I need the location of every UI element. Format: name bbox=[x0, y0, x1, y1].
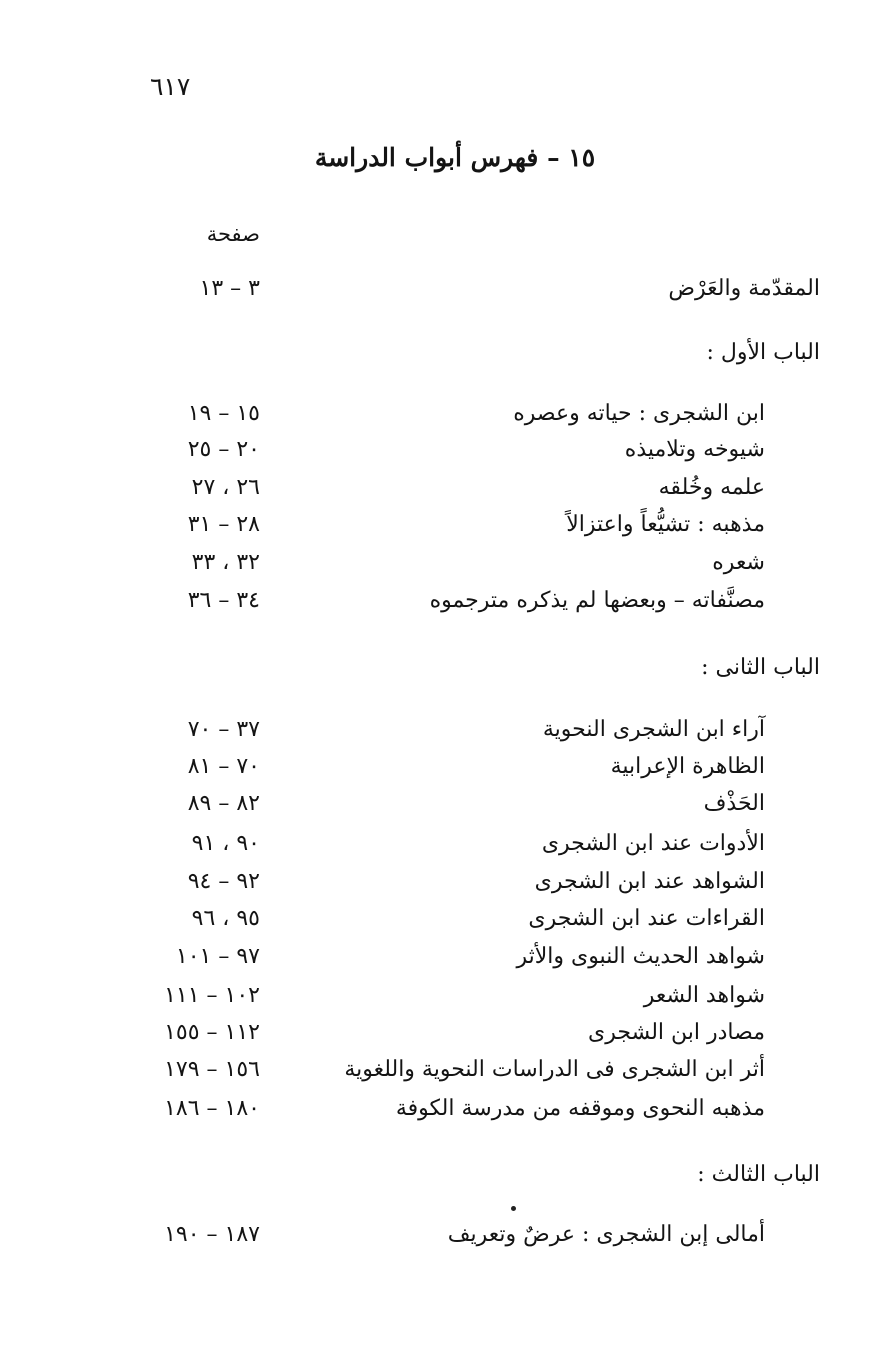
toc-row bbox=[120, 1016, 820, 1050]
toc-row bbox=[120, 827, 820, 861]
section-heading-2: الباب الثانى : bbox=[701, 655, 820, 680]
toc-row bbox=[120, 979, 820, 1013]
toc-entry-title: أمالى إبن الشجرى : عرضٌ وتعريف bbox=[447, 1222, 765, 1247]
toc-entry-pages: ١٨٠ – ١٨٦ bbox=[164, 1096, 260, 1121]
toc-entry-title: الشواهد عند ابن الشجرى bbox=[534, 869, 765, 894]
toc-entry-pages: ٩٧ – ١٠١ bbox=[175, 944, 260, 969]
section-heading-1: الباب الأول : bbox=[706, 340, 820, 365]
toc-entry-title: شعره bbox=[712, 550, 765, 575]
toc-row bbox=[120, 940, 820, 974]
toc-entry-title: الظاهرة الإعرابية bbox=[610, 754, 765, 779]
toc-row bbox=[120, 584, 820, 618]
page-title: ١٥ – فهرس أبواب الدراسة bbox=[314, 143, 596, 172]
scan-speck bbox=[511, 1206, 516, 1211]
toc-row bbox=[120, 865, 820, 899]
toc-entry-pages: ٣٧ – ٧٠ bbox=[187, 717, 260, 742]
toc-entry-title: ابن الشجرى : حياته وعصره bbox=[513, 401, 765, 426]
toc-row-intro bbox=[120, 272, 820, 306]
toc-entry-title: مذهبه : تشيُّعاً واعتزالاً bbox=[566, 512, 765, 537]
toc-entry-pages: ٩٢ – ٩٤ bbox=[187, 869, 260, 894]
toc-entry-title: شواهد الحديث النبوى والأثر bbox=[516, 944, 765, 969]
toc-row bbox=[120, 750, 820, 784]
page-number: ٦١٧ bbox=[150, 72, 191, 101]
toc-entry-title: مذهبه النحوى وموقفه من مدرسة الكوفة bbox=[395, 1096, 765, 1121]
toc-row bbox=[120, 713, 820, 747]
toc-row bbox=[120, 471, 820, 505]
toc-entry-title: المقدّمة والعَرْض bbox=[668, 276, 820, 301]
toc-entry-pages: ٢٨ – ٣١ bbox=[187, 512, 260, 537]
toc-row bbox=[120, 508, 820, 542]
toc-entry-pages: ٢٠ – ٢٥ bbox=[187, 437, 260, 462]
toc-entry-title: القراءات عند ابن الشجرى bbox=[528, 906, 765, 931]
toc-entry-pages: ١٠٢ – ١١١ bbox=[164, 983, 260, 1008]
toc-entry-title: الحَذْف bbox=[703, 791, 765, 816]
toc-entry-title: أثر ابن الشجرى فى الدراسات النحوية واللغوية bbox=[344, 1057, 765, 1082]
toc-entry-title: الأدوات عند ابن الشجرى bbox=[541, 831, 765, 856]
toc-entry-title: شواهد الشعر bbox=[643, 983, 765, 1008]
toc-entry-pages: ٣٢ ، ٣٣ bbox=[191, 550, 260, 575]
toc-entry-title: مصنَّفاته – وبعضها لم يذكره مترجموه bbox=[429, 588, 765, 613]
toc-entry-pages: ٨٢ – ٨٩ bbox=[187, 791, 260, 816]
toc-entry-pages: ١١٢ – ١٥٥ bbox=[164, 1020, 260, 1045]
toc-entry-title: علمه وخُلقه bbox=[658, 475, 765, 500]
section-heading-3: الباب الثالث : bbox=[697, 1162, 820, 1187]
toc-entry-title: آراء ابن الشجرى النحوية bbox=[542, 717, 765, 742]
toc-entry-pages: ١٨٧ – ١٩٠ bbox=[164, 1222, 260, 1247]
toc-row bbox=[120, 1092, 820, 1126]
toc-entry-pages: ٣ – ١٣ bbox=[199, 276, 260, 301]
toc-row bbox=[120, 787, 820, 821]
toc-row bbox=[120, 433, 820, 467]
toc-entry-title: مصادر ابن الشجرى bbox=[588, 1020, 765, 1045]
toc-entry-title: شيوخه وتلاميذه bbox=[624, 437, 765, 462]
toc-row bbox=[120, 546, 820, 580]
toc-entry-pages: ٧٠ – ٨١ bbox=[187, 754, 260, 779]
toc-entry-pages: ١٥٦ – ١٧٩ bbox=[164, 1057, 260, 1082]
toc-row bbox=[120, 397, 820, 431]
page-column-header: صفحة bbox=[206, 222, 260, 246]
toc-entry-pages: ١٥ – ١٩ bbox=[187, 401, 260, 426]
toc-entry-pages: ٩٥ ، ٩٦ bbox=[191, 906, 260, 931]
toc-entry-pages: ٣٤ – ٣٦ bbox=[187, 588, 260, 613]
toc-row bbox=[120, 1053, 820, 1087]
toc-entry-pages: ٢٦ ، ٢٧ bbox=[191, 475, 260, 500]
toc-row bbox=[120, 902, 820, 936]
toc-row bbox=[120, 1218, 820, 1252]
toc-entry-pages: ٩٠ ، ٩١ bbox=[191, 831, 260, 856]
